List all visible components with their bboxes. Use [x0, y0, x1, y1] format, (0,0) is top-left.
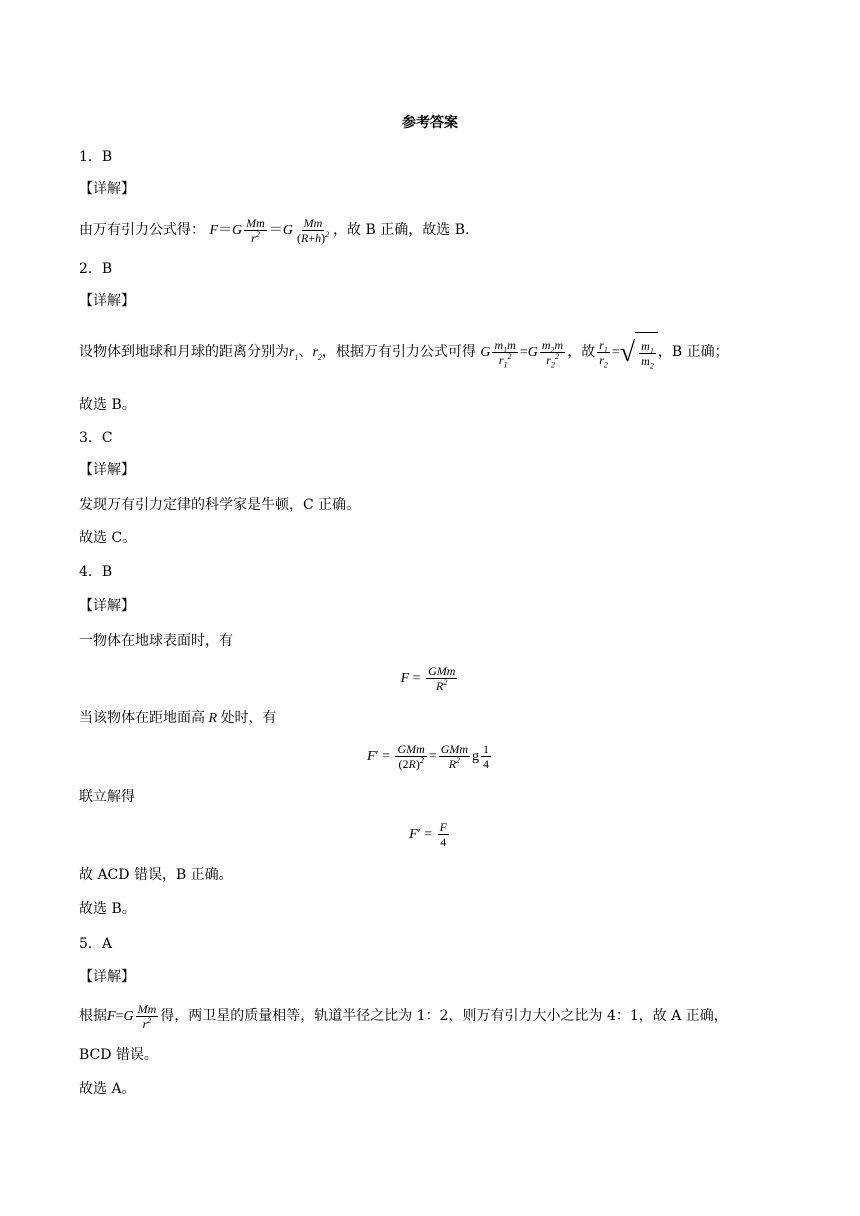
explanation-1-prefix: 由万有引力公式得： [79, 222, 205, 238]
formula-2b: $\frac{r_1}{r_2}$ = √ $\frac{m_1}{m_2}$ [595, 345, 658, 360]
explanation-2-part-c: ，根据万有引力公式可得 [321, 344, 476, 360]
explanation-4-line-2-b: 处时，有 [220, 710, 277, 726]
explanation-2-part-a: 设物体到地球和月球的距离分别为 [79, 344, 289, 360]
explanation-4-line-3: 联立解得 [79, 789, 135, 805]
detail-label-1: 【详解】 [79, 181, 135, 197]
formula-4a: F = $\frac{\text{GMm}}{R^2}$ [400, 664, 456, 694]
detail-label-4: 【详解】 [79, 598, 135, 614]
detail-label-2: 【详解】 [79, 293, 135, 309]
explanation-5-line-2: BCD 错误。 [79, 1047, 158, 1063]
conclusion-5: 故选 A。 [79, 1081, 136, 1097]
explanation-4-line-2 [79, 709, 277, 728]
formula-1: F＝G $\frac{Mm}{r^2}$ ＝G $\frac{Mm}{(R+h)^2}$ [209, 216, 330, 246]
conclusion-4: 故选 B。 [79, 901, 136, 917]
detail-label-3: 【详解】 [79, 462, 135, 478]
explanation-2-part-e: ，B 正确； [657, 344, 729, 360]
conclusion-2: 故选 B。 [79, 397, 136, 413]
explanation-5-line-1 [79, 998, 728, 1035]
explanation-2-part-d: ，故 [567, 344, 596, 360]
explanation-4-line-4: 故 ACD 错误，B 正确。 [79, 867, 233, 883]
explanation-1-suffix: ，故 B 正确，故选 B. [333, 222, 470, 238]
answer-1: 1．B [79, 149, 113, 165]
explanation-4-line-1: 一物体在地球表面时，有 [79, 633, 233, 649]
r2-symbol: $r_2$ [312, 345, 322, 362]
detail-label-5: 【详解】 [79, 969, 135, 985]
explanation-2 [79, 332, 729, 373]
explanation-5-part-b: 得，两卫星的质量相等，轨道半径之比为 1：2，则万有引力大小之比为 4：1，故 A 正确， [160, 1008, 728, 1024]
explanation-1 [79, 212, 469, 249]
r-symbol: R [205, 711, 221, 726]
explanation-2-part-b: 、 [298, 344, 313, 360]
r1-symbol: $r_1$ [289, 345, 299, 362]
explanation-4-line-2-a: 当该物体在距地面高 [79, 710, 205, 726]
page-title: 参考答案 [402, 115, 458, 131]
explanation-5-part-a: 根据 [79, 1008, 107, 1024]
formula-5: F=G $\frac{Mm}{r^2}$ [107, 1002, 157, 1032]
formula-4c: F′ = $\frac{F}{4}$ [409, 820, 447, 850]
formula-2a: G $\frac{m_1m}{r_1^2}$ =G $\frac{m_2m}{r_2^2}$ [480, 338, 564, 370]
explanation-3: 发现万有引力定律的科学家是牛顿，C 正确。 [79, 497, 361, 513]
answer-4: 4．B [79, 564, 113, 580]
answer-5: 5．A [79, 936, 113, 952]
answer-2: 2．B [79, 261, 113, 277]
formula-4b: F′ = $\frac{\text{GMm}}{(2R)^2}$ = $\frac{\text{GMm}}{R^2}$ g $\frac{1}{4}$ [366, 742, 490, 772]
answer-3: 3．C [79, 430, 113, 446]
conclusion-3: 故选 C。 [79, 530, 137, 546]
